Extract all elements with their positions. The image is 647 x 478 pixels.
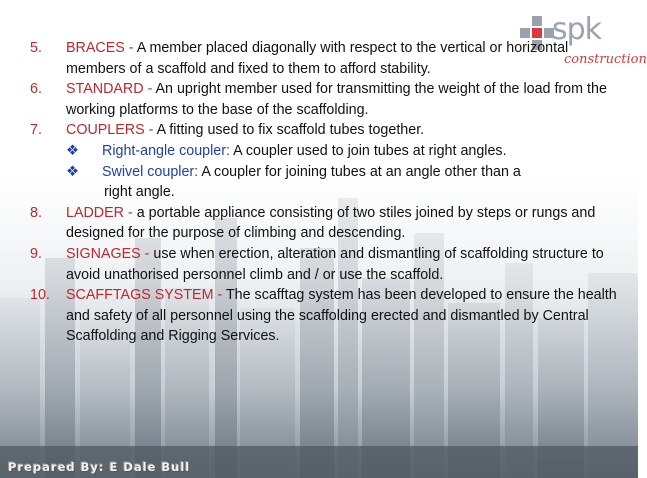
- item-description: a portable appliance consisting of two stiles joined by steps or rungs and designed for the purpose of climbing and descending.: [66, 204, 596, 242]
- item-number: 7.: [30, 122, 42, 139]
- sub-item-continuation: right angle.: [104, 184, 175, 201]
- sub-list-item: [30, 141, 620, 162]
- item-description: An upright member used for transmitting the weight of the load from the working platforms to the base of the scaffolding.: [66, 81, 607, 118]
- item-description: The scafftag system has been developed to ensure the health and safety of all personnel using the scaffolding erected and dismantled by Central Scaffolding and Rigging Services.: [66, 287, 617, 345]
- list-item: [30, 203, 620, 244]
- item-number: 6.: [30, 81, 42, 98]
- item-term: BRACES -: [66, 40, 137, 56]
- item-number: 9.: [30, 245, 42, 262]
- logo-text: spk: [552, 12, 602, 47]
- item-description: A fitting used to fix scaffold tubes together.: [156, 122, 425, 139]
- item-term: STANDARD -: [66, 81, 156, 98]
- sub-item-term: Right-angle coupler:: [102, 142, 230, 159]
- item-term: COUPLERS -: [66, 122, 157, 139]
- list-item: [30, 120, 620, 141]
- item-number: 8.: [30, 204, 42, 221]
- sub-item-term: Swivel coupler:: [102, 163, 199, 180]
- list-item: [30, 38, 620, 79]
- logo-subtext: construction: [564, 52, 647, 67]
- sub-list-item: [30, 162, 620, 203]
- definitions-list: [30, 38, 620, 347]
- item-term: SIGNAGES -: [66, 245, 154, 262]
- item-term: LADDER -: [66, 204, 137, 221]
- sub-item-description: A coupler for joining tubes at an angle other than a: [198, 163, 521, 180]
- item-description: A member placed diagonally with respect to the vertical or horizontal members of a scaffold and fixed to them to afford stability.: [66, 40, 569, 77]
- item-number: 10.: [30, 287, 50, 304]
- item-description: use when erection, alteration and dismantling of scaffolding structure to avoid unathorised personnel climb and / or use the scaffold.: [66, 245, 604, 283]
- diamond-bullet-icon: ❖: [66, 163, 79, 180]
- item-number: 5.: [30, 40, 42, 56]
- list-item: [30, 244, 620, 285]
- item-term: SCAFFTAGS SYSTEM -: [66, 287, 226, 304]
- list-item: [30, 79, 620, 120]
- sub-item-description: A coupler used to join tubes at right angles.: [229, 142, 507, 159]
- diamond-bullet-icon: ❖: [66, 142, 79, 159]
- footer-credit: Prepared By: E Dale Bull: [8, 460, 191, 474]
- list-item: [30, 285, 620, 347]
